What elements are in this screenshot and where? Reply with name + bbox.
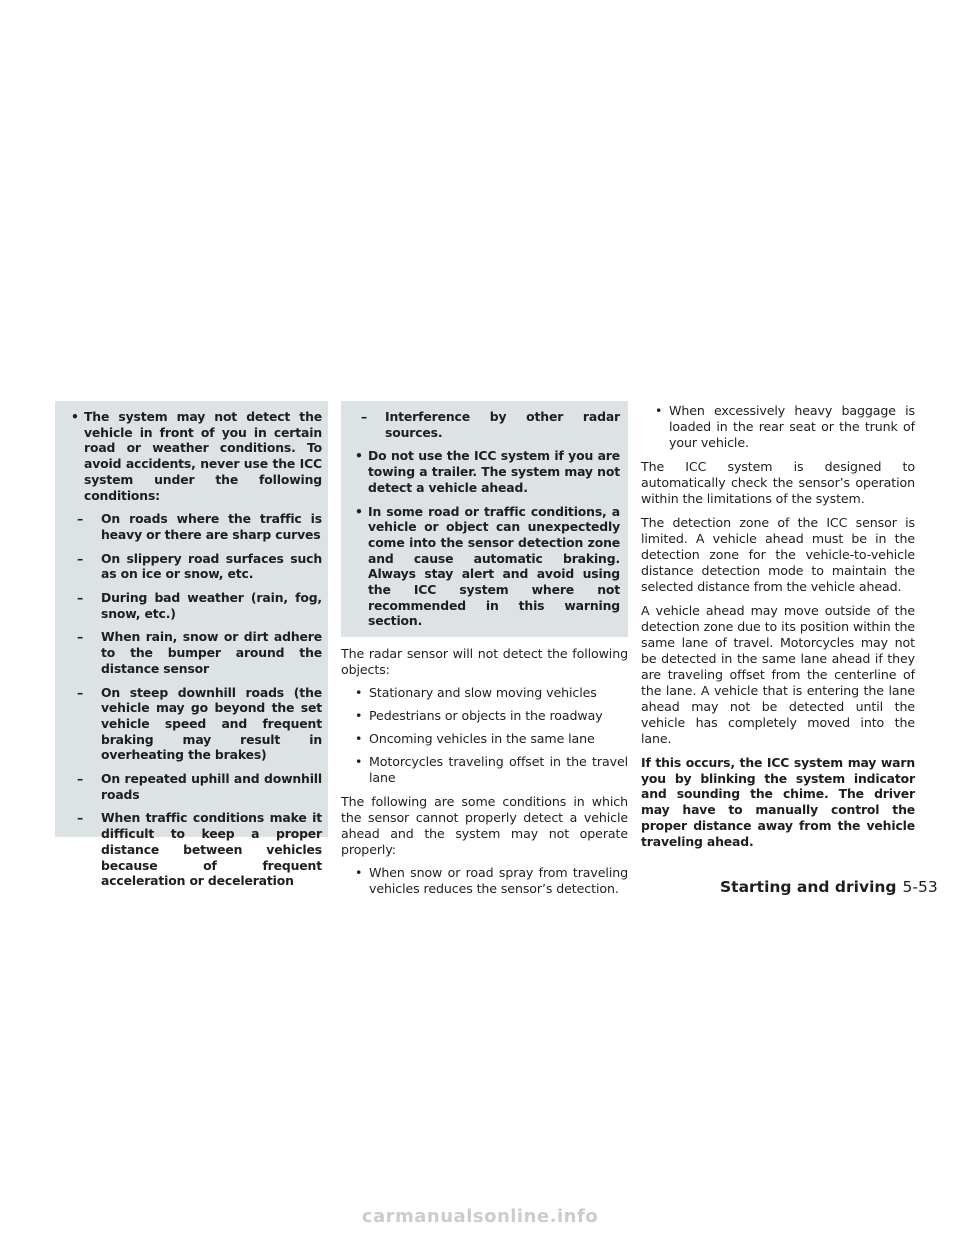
- condition-item: [69, 771, 322, 802]
- warning-box-middle: [341, 401, 628, 637]
- watermark: carmanualsonline.info: [361, 1206, 599, 1227]
- condition-list-item: [341, 865, 628, 897]
- condition-list-text: When excessively heavy baggage is loaded in the rear seat or the trunk of your vehicle.: [669, 403, 915, 450]
- page-number: 5-53: [902, 878, 938, 896]
- not-detect-item-text: Oncoming vehicles in the same lane: [369, 731, 595, 747]
- paragraph-warning-bold: If this occurs, the ICC system may warn you by blinking the system indicator and sounding the chime. The driver may have to manually control the proper distance away from the vehicle traveling ahead.: [641, 755, 915, 849]
- condition-item: [69, 511, 322, 542]
- condition-text: On slippery road surfaces such as on ice or snow, etc.: [101, 550, 322, 582]
- warning-bullet: [353, 448, 620, 495]
- not-detect-item-text: Stationary and slow moving vehicles: [369, 685, 597, 701]
- warning-bullet-intro: [69, 409, 322, 503]
- warning-intro-text: The system may not detect the vehicle in front of you in certain road or weather conditions. To avoid accidents, never use the ICC system under the following conditions:: [84, 409, 322, 503]
- dash-marker: –: [77, 810, 84, 826]
- bullet-marker: •: [355, 708, 363, 724]
- bullet-marker: •: [355, 448, 363, 464]
- condition-item: [69, 551, 322, 582]
- condition-list-item: [641, 403, 915, 451]
- bullet-marker: •: [355, 865, 363, 881]
- page-footer: [720, 877, 938, 896]
- condition-text: When traffic conditions make it difficult to keep a proper distance between vehicles because of frequent acceleration or deceleration: [101, 810, 322, 889]
- dash-marker: –: [77, 590, 84, 606]
- dash-marker: –: [77, 771, 84, 787]
- warning-bullet: [353, 504, 620, 630]
- not-detect-item: [341, 754, 628, 786]
- middle-column: [341, 401, 628, 897]
- warning-bullet-text: In some road or traffic conditions, a vehicle or object can unexpectedly come into the sensor detection zone and cause automatic braking. Always stay alert and avoid using the ICC system where not recommended in this warning section.: [368, 503, 620, 629]
- conditions-intro: The following are some conditions in which the sensor cannot properly detect a vehicle ahead and the system may not operate properly:: [341, 794, 628, 858]
- condition-text: On roads where the traffic is heavy or there are sharp curves: [101, 511, 322, 542]
- not-detect-item: [341, 685, 628, 701]
- bullet-marker: •: [355, 503, 363, 519]
- dash-marker: –: [77, 511, 84, 527]
- bullet-marker: •: [71, 409, 79, 424]
- bullet-marker: •: [355, 685, 363, 701]
- dash-marker: –: [361, 409, 368, 424]
- paragraph-vehicle-outside: A vehicle ahead may move outside of the detection zone due to its position within the same lane of travel. Motorcycles may not be detected in the same lane ahead if they are traveling offset from the centerline of the lane. A vehicle that is entering the lane ahead may not be detected until the vehicle has completely moved into the lane.: [641, 603, 915, 746]
- dash-marker: –: [77, 550, 84, 566]
- warning-bullet-text: Do not use the ICC system if you are towing a trailer. The system may not detect a vehicle ahead.: [368, 448, 620, 495]
- condition-list-text: When snow or road spray from traveling vehicles reduces the sensor’s detection.: [369, 865, 628, 897]
- paragraph-detection-zone: The detection zone of the ICC sensor is limited. A vehicle ahead must be in the detection zone for the vehicle-to-vehicle distance detection mode to maintain the selected distance from the vehicle ahead.: [641, 515, 915, 594]
- dash-marker: –: [77, 629, 84, 645]
- not-detect-intro: The radar sensor will not detect the following objects:: [341, 646, 628, 678]
- dash-marker: –: [77, 684, 84, 700]
- not-detect-item-text: Motorcycles traveling offset in the travel lane: [369, 754, 628, 786]
- not-detect-item: [341, 708, 628, 724]
- condition-text: On steep downhill roads (the vehicle may go beyond the set vehicle speed and frequent braking may result in overheating the brakes): [101, 684, 322, 763]
- paragraph-system-design: The ICC system is designed to automatically check the sensor’s operation within the limitations of the system.: [641, 459, 915, 506]
- not-detect-item-text: Pedestrians or objects in the roadway: [369, 708, 603, 724]
- condition-item: [69, 629, 322, 676]
- condition-item: [69, 685, 322, 764]
- condition-item: [69, 590, 322, 621]
- condition-text: Interference by other radar sources.: [385, 409, 620, 440]
- condition-item: [69, 810, 322, 889]
- condition-item: [353, 409, 620, 440]
- right-column: [641, 403, 915, 849]
- section-title: Starting and driving: [720, 878, 897, 896]
- bullet-marker: •: [355, 754, 363, 770]
- bullet-marker: •: [655, 403, 663, 418]
- condition-text: When rain, snow or dirt adhere to the bumper around the distance sensor: [101, 629, 322, 676]
- condition-text: During bad weather (rain, fog, snow, etc.): [101, 590, 322, 621]
- bullet-marker: •: [355, 731, 363, 747]
- condition-text: On repeated uphill and downhill roads: [101, 771, 322, 802]
- not-detect-item: [341, 731, 628, 747]
- warning-box-left: [55, 401, 328, 889]
